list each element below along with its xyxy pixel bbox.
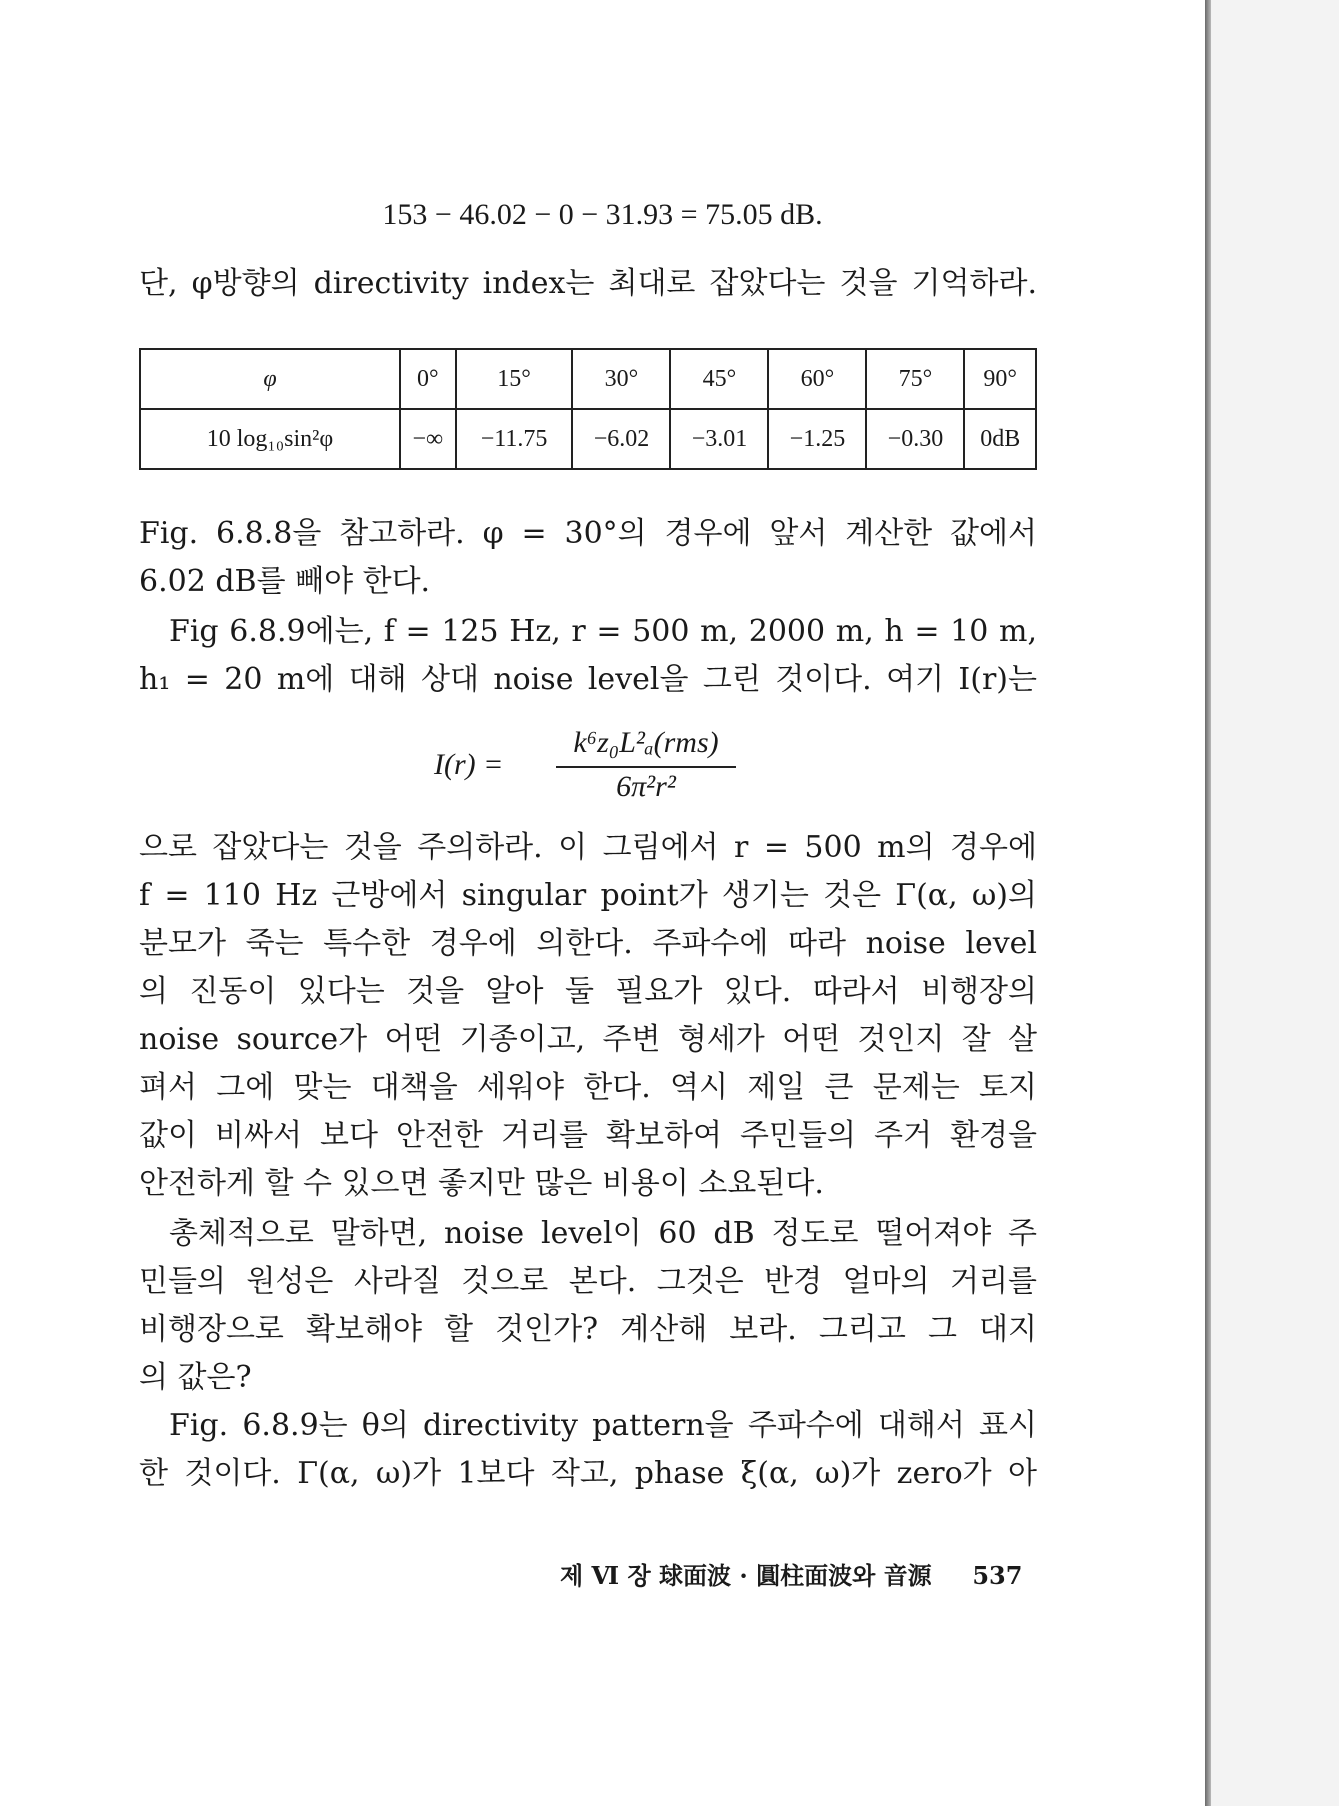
formula-denominator: 6π²r² xyxy=(616,770,676,803)
table-cell: −3.01 xyxy=(670,409,768,469)
paragraph-line: 분모가 죽는 특수한 경우에 의한다. 주파수에 따라 noise level xyxy=(139,926,1037,961)
page-edge xyxy=(1205,0,1211,1806)
table-cell: −6.02 xyxy=(572,409,670,469)
table-cell: 75° xyxy=(866,349,964,409)
table-cell: 15° xyxy=(456,349,573,409)
paragraph-line: 비행장으로 확보해야 할 것인가? 계산해 보라. 그리고 그 대지 xyxy=(139,1312,1037,1347)
note-line: 단, φ방향의 directivity index는 최대로 잡았다는 것을 기억하라. xyxy=(139,266,1037,301)
paragraph-line: Fig. 6.8.9는 θ의 directivity pattern을 주파수에 대해서 표시 xyxy=(169,1408,1037,1443)
table-cell: 45° xyxy=(670,349,768,409)
page-number: 537 xyxy=(972,1561,1023,1590)
formula-lhs: I(r) = xyxy=(434,748,504,781)
paragraph-line: 총체적으로 말하면, noise level이 60 dB 정도로 떨어져야 주 xyxy=(169,1216,1037,1251)
paragraph-line: noise source가 어떤 기종이고, 주변 형세가 어떤 것인지 잘 살 xyxy=(139,1022,1037,1057)
chapter-title: 제 Ⅵ 장 球面波 · 圓柱面波와 音源 xyxy=(560,1561,932,1590)
equation-result: 153 − 46.02 − 0 − 31.93 = 75.05 dB. xyxy=(382,198,823,231)
paragraph-line: 6.02 dB를 빼야 한다. xyxy=(139,564,431,599)
paragraph-line: 펴서 그에 맞는 대책을 세워야 한다. 역시 제일 큰 문제는 토지 xyxy=(139,1070,1037,1105)
table-cell: 30° xyxy=(572,349,670,409)
table-header-log: 10 log₁₀sin²φ xyxy=(140,409,400,469)
table-header-phi: φ xyxy=(140,349,400,409)
table-cell: 90° xyxy=(964,349,1036,409)
table-cell: 60° xyxy=(768,349,866,409)
table-cell: −11.75 xyxy=(456,409,573,469)
table-cell: 0° xyxy=(400,349,456,409)
paragraph-line: f = 110 Hz 근방에서 singular point가 생기는 것은 Γ(α, ω)의 xyxy=(139,878,1037,913)
paragraph-line: Fig 6.8.9에는, f = 125 Hz, r = 500 m, 2000 m, h = 10 m, xyxy=(169,614,1037,649)
paragraph-line: 안전하게 할 수 있으면 좋지만 많은 비용이 소요된다. xyxy=(139,1166,824,1201)
paragraph-line: 한 것이다. Γ(α, ω)가 1보다 작고, phase ξ(α, ω)가 zero가 아 xyxy=(139,1456,1037,1491)
table-cell: 0dB xyxy=(964,409,1036,469)
directivity-table xyxy=(139,348,1037,470)
paragraph-line: Fig. 6.8.8을 참고하라. φ = 30°의 경우에 앞서 계산한 값에서 xyxy=(139,516,1037,551)
paragraph-line: 민들의 원성은 사라질 것으로 본다. 그것은 반경 얼마의 거리를 xyxy=(139,1264,1037,1299)
paragraph-line: 의 값은? xyxy=(139,1360,252,1395)
paragraph-line: 으로 잡았다는 것을 주의하라. 이 그림에서 r = 500 m의 경우에 xyxy=(139,830,1037,865)
running-footer xyxy=(560,1556,1023,1591)
table-cell: −0.30 xyxy=(866,409,964,469)
table-cell: −∞ xyxy=(400,409,456,469)
paragraph-line: 의 진동이 있다는 것을 알아 둘 필요가 있다. 따라서 비행장의 xyxy=(139,974,1037,1009)
formula-numerator: k⁶z₀L²ₐ(rms) xyxy=(573,726,719,759)
paragraph-line: h₁ = 20 m에 대해 상대 noise level을 그린 것이다. 여기 I(r)는 xyxy=(139,662,1037,697)
table-row xyxy=(140,349,1036,409)
paragraph-line: 값이 비싸서 보다 안전한 거리를 확보하여 주민들의 주거 환경을 xyxy=(139,1118,1037,1153)
table-row xyxy=(140,409,1036,469)
table-cell: −1.25 xyxy=(768,409,866,469)
fraction-bar xyxy=(556,766,736,768)
